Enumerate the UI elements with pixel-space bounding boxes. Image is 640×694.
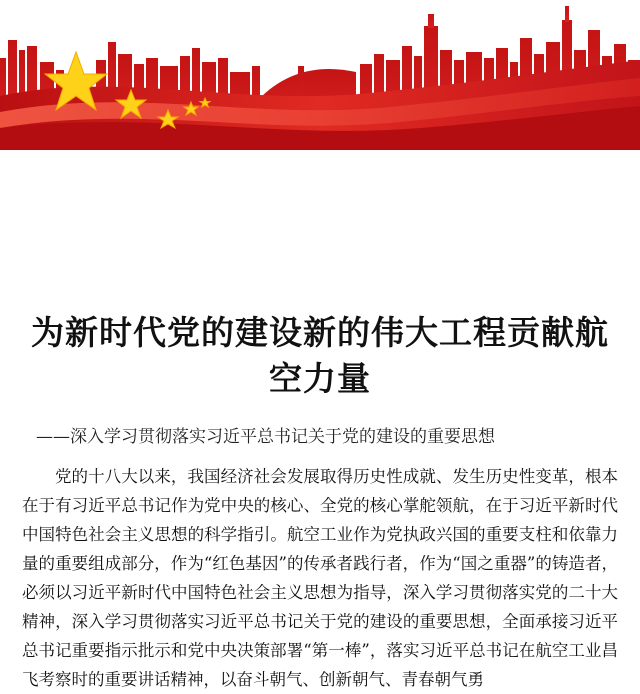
body-paragraph: 党的十八大以来，我国经济社会发展取得历史性成就、发生历史性变革，根本在于有习近平总书记作为党中央的核心、全党的核心掌舵领航，在于习近平新时代中国特色社会主义思想的科学指引。航空工业作为党执政兴国的重要支柱和依靠力量的重要组成部分，作为“红色基因”的传承者践行者，作为“国之重器”的铸造者，必须以习近平新时代中国特色社会主义思想为指导，深入学习贯彻落实党的二十大精神，深入学习贯彻落实习近平总书记关于党的建设的重要思想，全面承接习近平总书记重要指示批示和党中央决策部署“第一棒”，落实习近平总书记在航空工业昌飞考察时的重要讲话精神，以奋斗朝气、创新朝气、青春朝气勇 bbox=[22, 467, 618, 689]
header-banner bbox=[0, 0, 640, 150]
document-subtitle: ——深入学习贯彻落实习近平总书记关于党的建设的重要思想 bbox=[36, 427, 495, 447]
document-title: 为新时代党的建设新的伟大工程贡献航空力量 bbox=[31, 313, 609, 398]
